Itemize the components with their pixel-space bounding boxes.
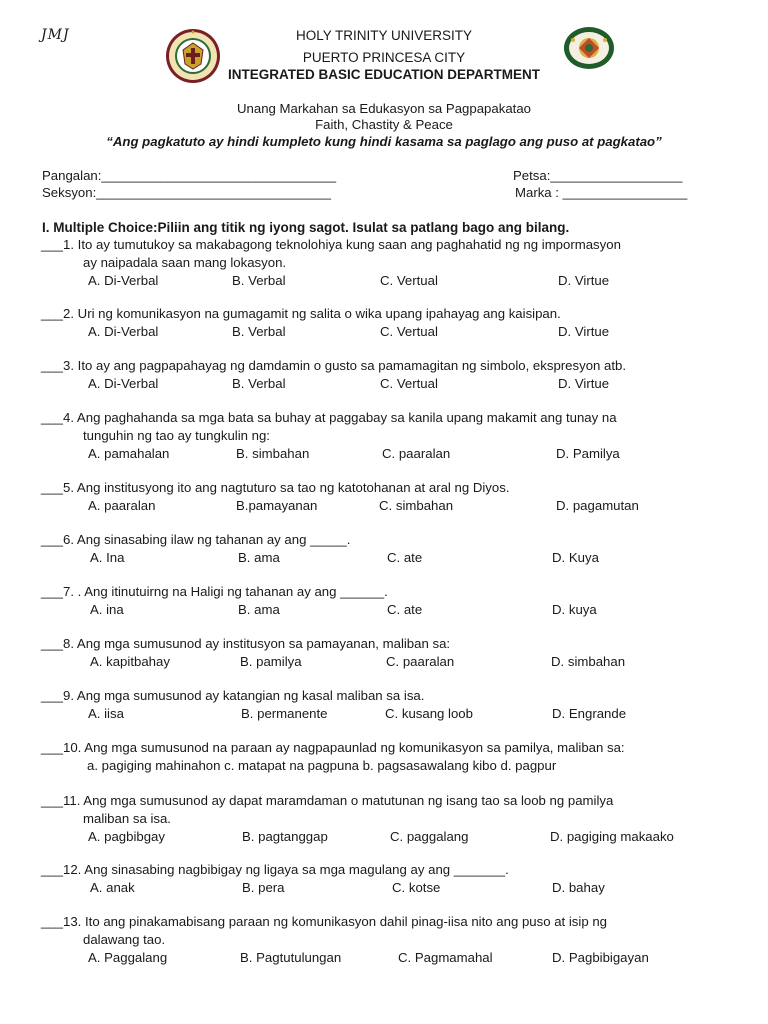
option-a[interactable]: A. kapitbahay [90,654,170,669]
option-d[interactable]: D. kuya [552,602,597,617]
option-b[interactable]: B. Verbal [232,376,286,391]
option-c[interactable]: C. ate [387,602,423,617]
option-c[interactable]: C. paggalang [390,829,469,844]
option-a[interactable]: A. Di-Verbal [88,273,159,288]
options-row [41,376,626,394]
exam-theme: Faith, Chastity & Peace [315,117,453,132]
options-row [41,706,627,724]
options-row [41,498,639,516]
question-stem: ___8. Ang mga sumusunod ay institusyon sa pamayanan, maliban sa: [41,636,451,651]
option-b[interactable]: B.pamayanan [236,498,318,513]
question-stem-continued: tunguhin ng tao ay tungkulin ng: [83,428,270,443]
options-row [41,602,597,620]
option-b[interactable]: B. Verbal [232,324,286,339]
question-choices-inline: a. pagiging mahinahon c. matapat na pagpuna b. pagsasawalang kibo d. pagpur [87,758,557,773]
option-a[interactable]: A. paaralan [88,498,156,513]
option-a[interactable]: A. Ina [90,550,125,565]
options-row [41,550,599,568]
jmj-mark: JMJ [41,27,70,43]
question-stem: ___3. Ito ay ang pagpapahayag ng damdamin o gusto sa pamamagitan ng simbolo, ekspresyon atb. [41,358,627,373]
options-row [41,654,626,672]
option-c[interactable]: C. kotse [392,880,441,895]
question-8 [41,636,626,672]
option-d[interactable]: D. Pagbibigayan [552,950,649,965]
option-b[interactable]: B. Pagtutulungan [240,950,342,965]
options-row [41,880,605,898]
option-c[interactable]: C. kusang loob [385,706,473,721]
option-d[interactable]: D. pagiging makaako [550,829,674,844]
option-c[interactable]: C. Vertual [380,376,438,391]
option-d[interactable]: D. Virtue [558,376,610,391]
question-stem-continued: dalawang tao. [83,932,166,947]
option-b[interactable]: B. Verbal [232,273,286,288]
option-d[interactable]: D. pagamutan [556,498,639,513]
question-10 [41,740,625,776]
option-d[interactable]: D. Engrande [552,706,627,721]
exam-title: Unang Markahan sa Edukasyon sa Pagpapakatao [237,101,531,116]
question-9 [41,688,627,724]
option-d[interactable]: D. bahay [552,880,605,895]
option-d[interactable]: D. Pamilya [556,446,620,461]
question-stem: ___12. Ang sinasabing nagbibigay ng ligaya sa mga magulang ay ang _______. [41,862,509,877]
question-1 [41,237,621,291]
option-a[interactable]: A. pamahalan [88,446,170,461]
options-row [41,829,674,847]
option-b[interactable]: B. pagtanggap [242,829,328,844]
option-a[interactable]: A. Di-Verbal [88,324,159,339]
options-row [41,446,620,464]
question-4 [41,410,620,464]
option-d[interactable]: D. simbahan [551,654,626,669]
question-stem: ___7. . Ang itinutuirng na Haligi ng tahanan ay ang ______. [41,584,388,599]
instructions: I. Multiple Choice:Piliin ang titik ng iyong sagot. Isulat sa patlang bago ang bilang. [42,220,570,235]
option-c[interactable]: C. Pagmamahal [398,950,493,965]
name-field[interactable]: Pangalan:________________________________ [42,168,337,183]
option-b[interactable]: B. pamilya [240,654,302,669]
question-5 [41,480,639,516]
question-stem-continued: maliban sa isa. [83,811,171,826]
option-a[interactable]: A. Paggalang [88,950,168,965]
option-a[interactable]: A. iisa [88,706,124,721]
question-stem: ___13. Ito ang pinakamabisang paraan ng komunikasyon dahil pinag-iisa nito ang puso at isip ng [41,914,607,929]
question-11 [41,793,674,847]
option-a[interactable]: A. ina [90,602,124,617]
option-c[interactable]: C. paaralan [386,654,455,669]
question-stem: ___5. Ang institusyong ito ang nagtuturo sa tao ng katotohanan at aral ng Diyos. [41,480,510,495]
question-stem: ___9. Ang mga sumusunod ay katangian ng kasal maliban sa isa. [41,688,425,703]
option-b[interactable]: B. pera [242,880,285,895]
option-d[interactable]: D. Virtue [558,324,610,339]
option-c[interactable]: C. simbahan [379,498,454,513]
question-stem: ___1. Ito ay tumutukoy sa makabagong teknolohiya kung saan ang paghahatid ng ng impormasyon [41,237,621,252]
question-stem: ___4. Ang paghahanda sa mga bata sa buhay at paggabay sa kanila upang makamit ang tunay na [41,410,617,425]
option-c[interactable]: C. Vertual [380,273,438,288]
option-a[interactable]: A. pagbibgay [88,829,165,844]
option-c[interactable]: C. paaralan [382,446,451,461]
option-a[interactable]: A. Di-Verbal [88,376,159,391]
options-row [41,324,610,342]
question-stem: ___10. Ang mga sumusunod na paraan ay nagpapaunlad ng komunikasyon sa pamilya, maliban sa: [41,740,625,755]
option-b[interactable]: B. ama [238,550,280,565]
option-d[interactable]: D. Kuya [552,550,599,565]
question-7 [41,584,597,620]
score-field[interactable]: Marka : _________________ [515,185,688,200]
question-2 [41,306,610,342]
date-field[interactable]: Petsa:__________________ [513,168,683,183]
option-c[interactable]: C. ate [387,550,423,565]
question-stem: ___11. Ang mga sumusunod ay dapat maramdaman o matutunan ng isang tao sa loob ng pamilya [41,793,614,808]
option-c[interactable]: C. Vertual [380,324,438,339]
question-stem-continued: ay naipadala saan mang lokasyon. [83,255,287,270]
question-13 [41,914,649,968]
department-name: INTEGRATED BASIC EDUCATION DEPARTMENT [228,67,540,82]
question-stem: ___2. Uri ng komunikasyon na gumagamit ng salita o wika upang ipahayag ang kaisipan. [41,306,561,321]
option-b[interactable]: B. permanente [241,706,328,721]
motto-quote: “Ang pagkatuto ay hindi kumpleto kung hindi kasama sa paglago ang puso at pagkatao” [106,134,662,149]
option-d[interactable]: D. Virtue [558,273,610,288]
question-3 [41,358,626,394]
question-stem: ___6. Ang sinasabing ilaw ng tahanan ay ang _____. [41,532,351,547]
option-b[interactable]: B. ama [238,602,280,617]
options-row [41,950,649,968]
section-field[interactable]: Seksyon:________________________________ [42,185,331,200]
options-row [41,273,621,291]
question-6 [41,532,599,568]
university-name: HOLY TRINITY UNIVERSITY [295,28,473,43]
question-12 [41,862,605,898]
city-name: PUERTO PRINCESA CITY [302,50,466,65]
option-b[interactable]: B. simbahan [236,446,310,461]
option-a[interactable]: A. anak [90,880,135,895]
